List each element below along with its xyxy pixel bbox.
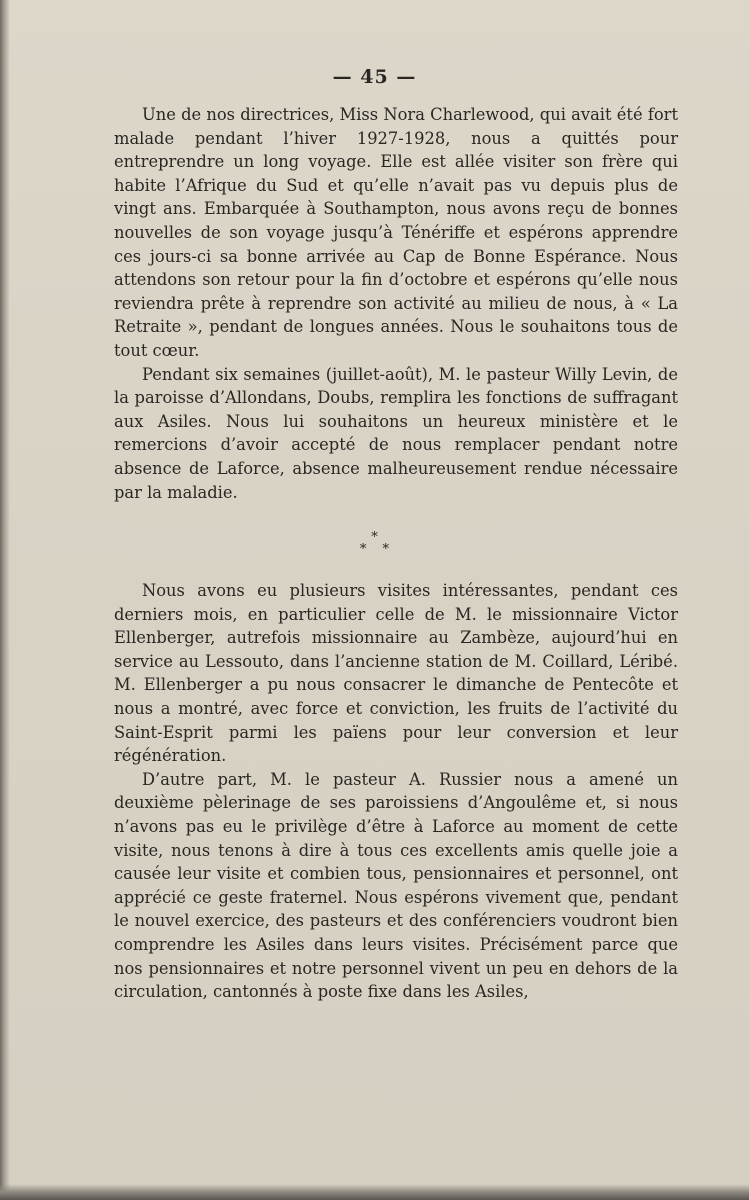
paragraph-russier: D’autre part, M. le pasteur A. Russier nous a amené un deuxième pèlerinage de ses paroissiens d’Angoulême et, si nous n’avons pas eu le privilège d’être à Laforce au moment de cette visite, nous tenons à dire à tous ces excellents amis quelle joie a causée leur visite et combien tous, pensionnaires et personnel, ont apprécié ce geste fraternel. Nous espérons vivement que, pendant le nouvel exercice, des pasteurs et des conférenciers voudront bien comprendre les Asiles dans leurs visites. Précisément parce que nos pensionnaires et notre personnel vivent un peu en dehors de la circulation, cantonnés à poste fixe dans les Asiles, bbox=[114, 769, 678, 1002]
section-separator bbox=[0, 532, 749, 556]
paragraph-charlewood: Une de nos directrices, Miss Nora Charlewood, qui avait été fort malade pendant l’hiver 1927-1928, nous a quittés pour entreprendre un long voyage. Elle est allée visiter son frère qui habite l’Afrique du Sud et qu’elle n’avait pas vu depuis plus de vingt ans. Embarquée à Southampton, nous avons reçu de bonnes nouvelles de son voyage jusqu’à Ténériffe et espérons apprendre ces jours-ci sa bonne arrivée au Cap de Bonne Espérance. Nous attendons son retour pour la fin d’octobre et espérons qu’elle nous reviendra prête à reprendre son activité au milieu de nous, à « La Retraite », pendant de longues années. Nous le souhaitons tous de tout cœur. bbox=[114, 105, 678, 360]
text-block-after-separator bbox=[114, 579, 678, 1004]
paragraph-levin: Pendant six semaines (juillet-août), M. le pasteur Willy Levin, de la paroisse d’Allondans, Doubs, remplira les fonctions de suffragant aux Asiles. Nous lui souhaitons un heureux ministère et le remercions d’avoir accepté de nous remplacer pendant notre absence de Laforce, absence malheureusement rendue nécessaire par la maladie. bbox=[114, 364, 678, 502]
paragraph-ellenberger: Nous avons eu plusieurs visites intéressantes, pendant ces derniers mois, en particulier celle de M. le missionnaire Victor Ellenberger, autrefois missionnaire au Zambèze, aujourd’hui en service au Lessouto, dans l’ancienne station de M. Coillard, Léribé. M. Ellenberger a pu nous consacrer le dimanche de Pentecôte et nous a montré, avec force et conviction, les fruits de l’activité du Saint-Esprit parmi les païens pour leur conversion et leur régénération. bbox=[114, 581, 678, 766]
separator-top-star: * bbox=[371, 530, 378, 545]
page-bottom-shadow bbox=[0, 1184, 749, 1200]
separator-bottom-stars: * * bbox=[359, 542, 396, 557]
text-block-before-separator bbox=[114, 103, 678, 504]
page-binding-shadow bbox=[0, 0, 10, 1200]
page-number: — 45 — bbox=[332, 66, 417, 88]
